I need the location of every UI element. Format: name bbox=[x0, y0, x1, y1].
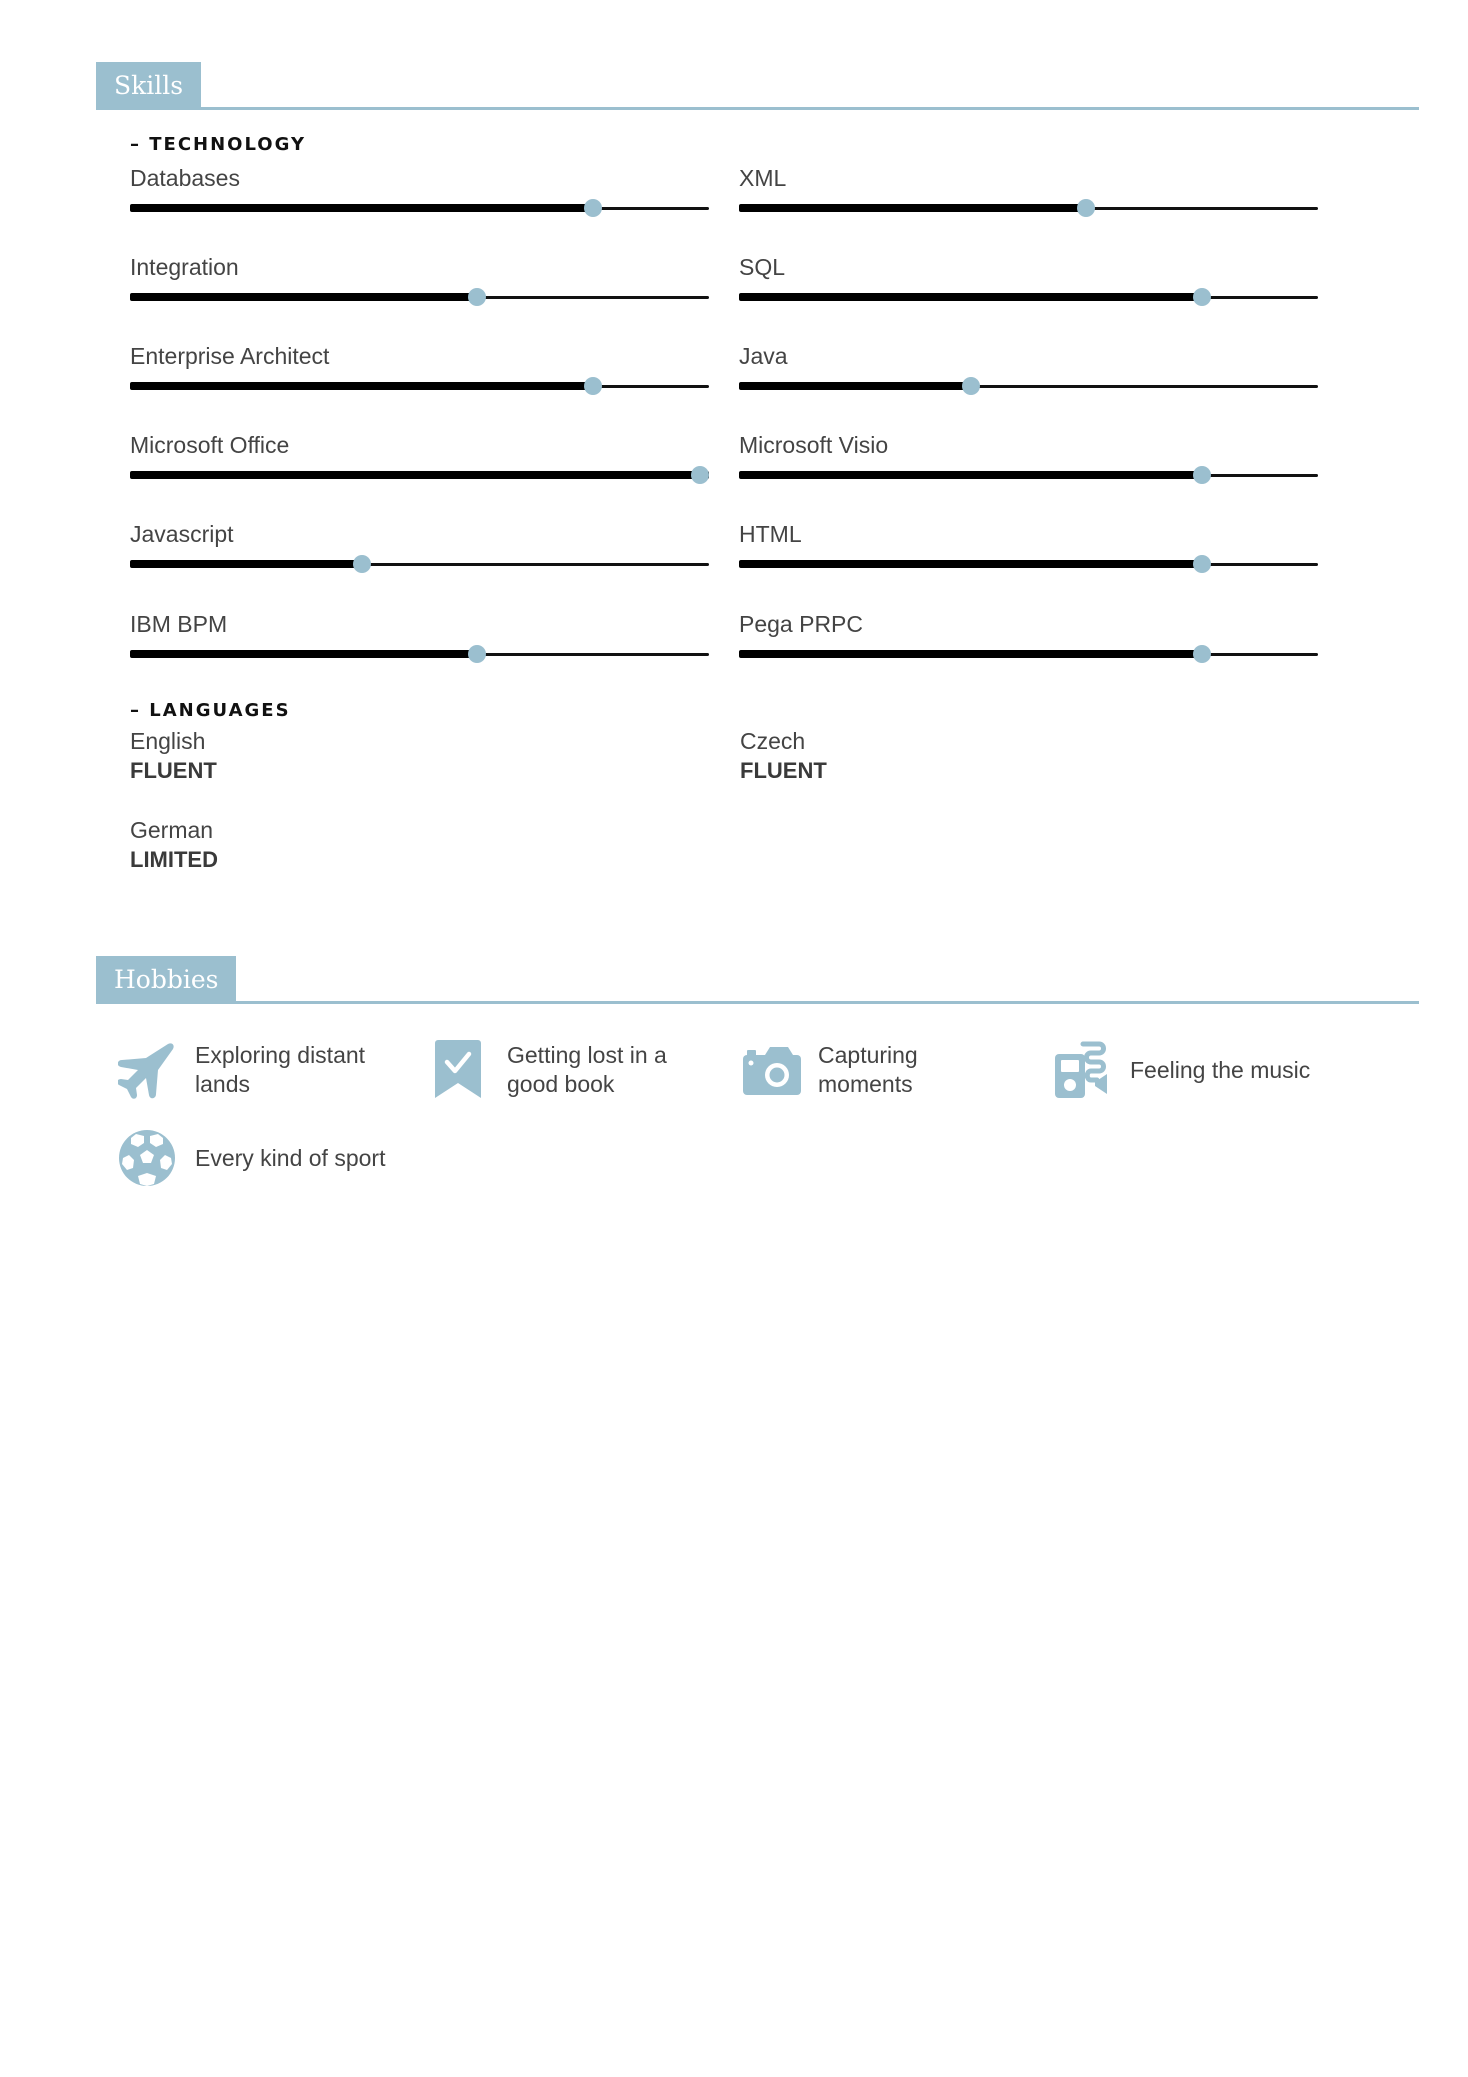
skill-row bbox=[130, 521, 709, 581]
hobby-item-reading bbox=[435, 1040, 695, 1102]
language-czech bbox=[740, 726, 827, 786]
music-player-icon bbox=[1053, 1040, 1111, 1100]
skill-level-knob bbox=[1193, 555, 1211, 573]
skill-row bbox=[739, 165, 1318, 225]
languages-heading: – LANGUAGES bbox=[130, 700, 291, 721]
skill-level-fill bbox=[130, 382, 593, 390]
hobby-label-line1: Feeling the music bbox=[1130, 1056, 1311, 1083]
skill-row bbox=[130, 165, 709, 225]
skill-label: Microsoft Visio bbox=[739, 432, 889, 458]
skills-section-divider bbox=[96, 107, 1419, 110]
hobby-item-sport bbox=[118, 1128, 418, 1190]
skill-row bbox=[739, 611, 1318, 671]
skill-level-knob bbox=[962, 377, 980, 395]
skill-label: IBM BPM bbox=[130, 611, 228, 637]
language-level: LIMITED bbox=[130, 847, 218, 872]
skill-level-knob bbox=[584, 199, 602, 217]
skill-row bbox=[130, 343, 709, 403]
skills-section-title: Skills bbox=[96, 62, 201, 109]
skill-level-fill bbox=[739, 471, 1202, 479]
skill-level-fill bbox=[130, 650, 477, 658]
bookmark-check-icon bbox=[435, 1040, 493, 1100]
language-name: Czech bbox=[740, 728, 806, 754]
hobby-label-line1: Capturing bbox=[818, 1042, 918, 1068]
skill-level-knob bbox=[691, 466, 709, 484]
skill-row bbox=[130, 432, 709, 492]
skill-label: SQL bbox=[739, 254, 786, 280]
skill-label: Integration bbox=[130, 254, 239, 280]
skill-label: Microsoft Office bbox=[130, 432, 290, 458]
hobby-label bbox=[195, 1040, 365, 1100]
skill-level-fill bbox=[739, 650, 1202, 658]
hobby-label bbox=[818, 1040, 918, 1100]
skill-row bbox=[130, 611, 709, 671]
skill-level-knob bbox=[1193, 645, 1211, 663]
skill-level-knob bbox=[353, 555, 371, 573]
skill-label: HTML bbox=[739, 521, 802, 547]
hobbies-section-divider bbox=[96, 1001, 1419, 1004]
skill-level-fill bbox=[739, 560, 1202, 568]
language-german bbox=[130, 815, 218, 875]
language-level: FLUENT bbox=[130, 758, 217, 783]
soccer-ball-icon bbox=[118, 1128, 176, 1188]
skill-row bbox=[739, 521, 1318, 581]
skill-level-knob bbox=[1193, 466, 1211, 484]
hobby-item-music bbox=[1053, 1040, 1353, 1102]
technology-heading: – TECHNOLOGY bbox=[130, 134, 307, 155]
skill-row bbox=[739, 432, 1318, 492]
skill-level-fill bbox=[739, 204, 1086, 212]
skill-level-knob bbox=[1077, 199, 1095, 217]
airplane-icon bbox=[118, 1040, 176, 1100]
skill-row bbox=[130, 254, 709, 314]
hobby-label-line1: Getting lost in a bbox=[507, 1042, 667, 1068]
hobby-label bbox=[507, 1040, 667, 1100]
hobby-label bbox=[195, 1128, 385, 1188]
camera-icon bbox=[743, 1040, 801, 1100]
hobby-label-line1: Exploring distant bbox=[195, 1042, 366, 1068]
hobby-label-line1: Every kind of sport bbox=[195, 1144, 386, 1171]
hobby-label-line2: good book bbox=[507, 1071, 615, 1097]
skill-level-knob bbox=[468, 288, 486, 306]
skill-row bbox=[739, 343, 1318, 403]
skill-level-fill bbox=[130, 560, 362, 568]
hobby-label bbox=[1130, 1040, 1310, 1100]
hobby-label-line2: moments bbox=[818, 1071, 913, 1097]
skill-label: Javascript bbox=[130, 521, 234, 547]
skill-label: Pega PRPC bbox=[739, 611, 864, 637]
skill-level-knob bbox=[468, 645, 486, 663]
language-english bbox=[130, 726, 217, 786]
language-name: English bbox=[130, 728, 206, 754]
skill-row bbox=[739, 254, 1318, 314]
skill-level-knob bbox=[584, 377, 602, 395]
skill-label: Databases bbox=[130, 165, 240, 191]
skill-level-fill bbox=[130, 293, 477, 301]
hobby-item-travel bbox=[118, 1040, 418, 1102]
hobby-item-photography bbox=[743, 1040, 1003, 1102]
skill-label: XML bbox=[739, 165, 787, 191]
skill-level-knob bbox=[1193, 288, 1211, 306]
hobbies-section-title: Hobbies bbox=[96, 956, 236, 1003]
hobby-label-line2: lands bbox=[195, 1071, 250, 1097]
language-name: German bbox=[130, 817, 214, 843]
skill-level-fill bbox=[739, 382, 971, 390]
skill-level-fill bbox=[130, 204, 593, 212]
skill-label: Enterprise Architect bbox=[130, 343, 330, 369]
language-level: FLUENT bbox=[740, 758, 827, 783]
skill-level-fill bbox=[130, 471, 709, 479]
skill-label: Java bbox=[739, 343, 788, 369]
skill-level-fill bbox=[739, 293, 1202, 301]
